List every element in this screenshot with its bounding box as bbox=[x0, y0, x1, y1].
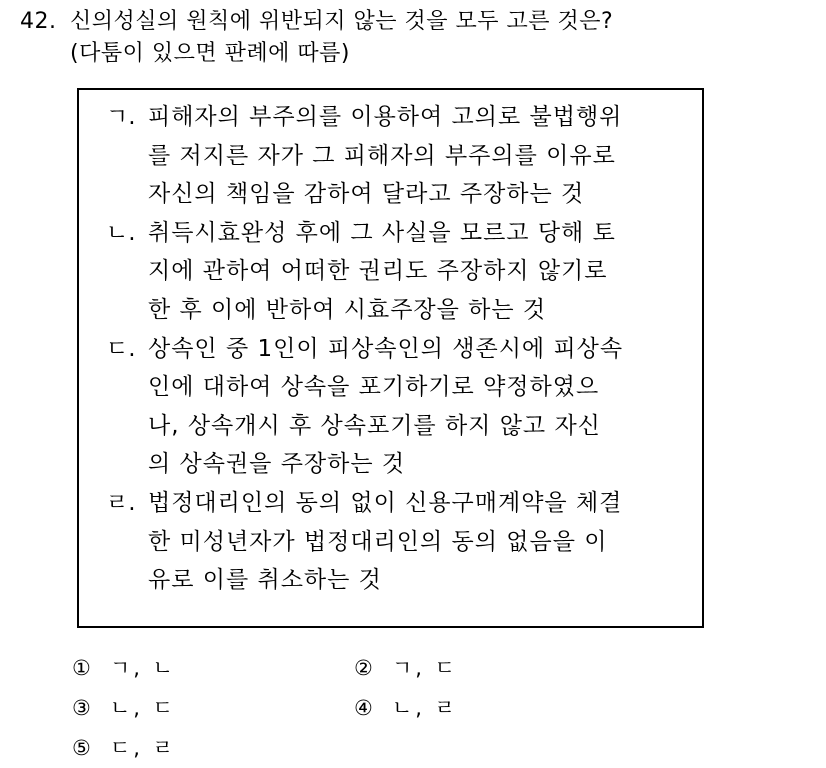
statement-line: 의 상속권을 주장하는 것 bbox=[148, 451, 406, 478]
choice-text: ㄴ, ㄹ bbox=[392, 696, 458, 720]
question-stem: 신의성실의 원칙에 위반되지 않는 것을 모두 고른 것은? bbox=[70, 9, 614, 34]
choice-text: ㄷ, ㄹ bbox=[110, 736, 176, 760]
question-number: 42. bbox=[20, 9, 57, 34]
choice-text: ㄱ, ㄷ bbox=[392, 656, 458, 680]
statement-line: 인에 대하여 상속을 포기하기로 약정하였으 bbox=[148, 374, 600, 401]
statement-line: 피해자의 부주의를 이용하여 고의로 불법행위 bbox=[148, 104, 623, 130]
choice-row bbox=[72, 728, 636, 768]
statement-item-rieul bbox=[106, 484, 623, 600]
statement-mark: ㄷ. bbox=[106, 335, 136, 362]
choice-text: ㄱ, ㄴ bbox=[110, 656, 176, 680]
choice-2[interactable] bbox=[354, 648, 636, 688]
statement-line: 법정대리인의 동의 없이 신용구매계약을 체결 bbox=[148, 489, 623, 516]
statement-item-nieun bbox=[106, 214, 623, 330]
statement-line: 를 저지른 자가 그 피해자의 부주의를 이유로 bbox=[148, 142, 616, 169]
choice-4[interactable] bbox=[354, 688, 636, 728]
statements-box bbox=[77, 88, 704, 628]
statement-line: 나, 상속개시 후 상속포기를 하지 않고 자신 bbox=[148, 412, 601, 439]
answer-choices bbox=[72, 648, 636, 768]
statement-line: 지에 관하여 어떠한 권리도 주장하지 않기로 bbox=[148, 258, 608, 285]
choice-3[interactable] bbox=[72, 688, 354, 728]
choice-5[interactable] bbox=[72, 728, 354, 768]
choice-number: ④ bbox=[354, 696, 373, 720]
choice-row bbox=[72, 688, 636, 728]
statement-mark: ㄱ. bbox=[106, 104, 136, 130]
choice-1[interactable] bbox=[72, 648, 354, 688]
statements-list bbox=[106, 98, 623, 600]
statement-mark: ㄹ. bbox=[106, 489, 136, 516]
statement-line: 취득시효완성 후에 그 사실을 모르고 당해 토 bbox=[148, 219, 616, 246]
statement-mark: ㄴ. bbox=[106, 219, 136, 246]
statement-line: 유로 이를 취소하는 것 bbox=[148, 567, 382, 594]
question-stem-line bbox=[20, 6, 613, 38]
choice-number: ② bbox=[354, 656, 373, 680]
statement-item-giyeok bbox=[106, 98, 623, 214]
statement-line: 상속인 중 1인이 피상속인의 생존시에 피상속 bbox=[148, 335, 624, 362]
choice-number: ③ bbox=[72, 696, 91, 720]
statement-line: 한 미성년자가 법정대리인의 동의 없음을 이 bbox=[148, 528, 608, 555]
statement-line: 한 후 이에 반하여 시효주장을 하는 것 bbox=[148, 296, 547, 323]
choice-row bbox=[72, 648, 636, 688]
question-header bbox=[20, 6, 613, 70]
choice-number: ⑤ bbox=[72, 736, 91, 760]
choice-text: ㄴ, ㄷ bbox=[110, 696, 176, 720]
statement-line: 자신의 책임을 감하여 달라고 주장하는 것 bbox=[148, 181, 585, 208]
statement-item-digeut bbox=[106, 330, 623, 484]
choice-number: ① bbox=[72, 656, 91, 680]
question-note: (다툼이 있으면 판례에 따름) bbox=[70, 41, 350, 66]
